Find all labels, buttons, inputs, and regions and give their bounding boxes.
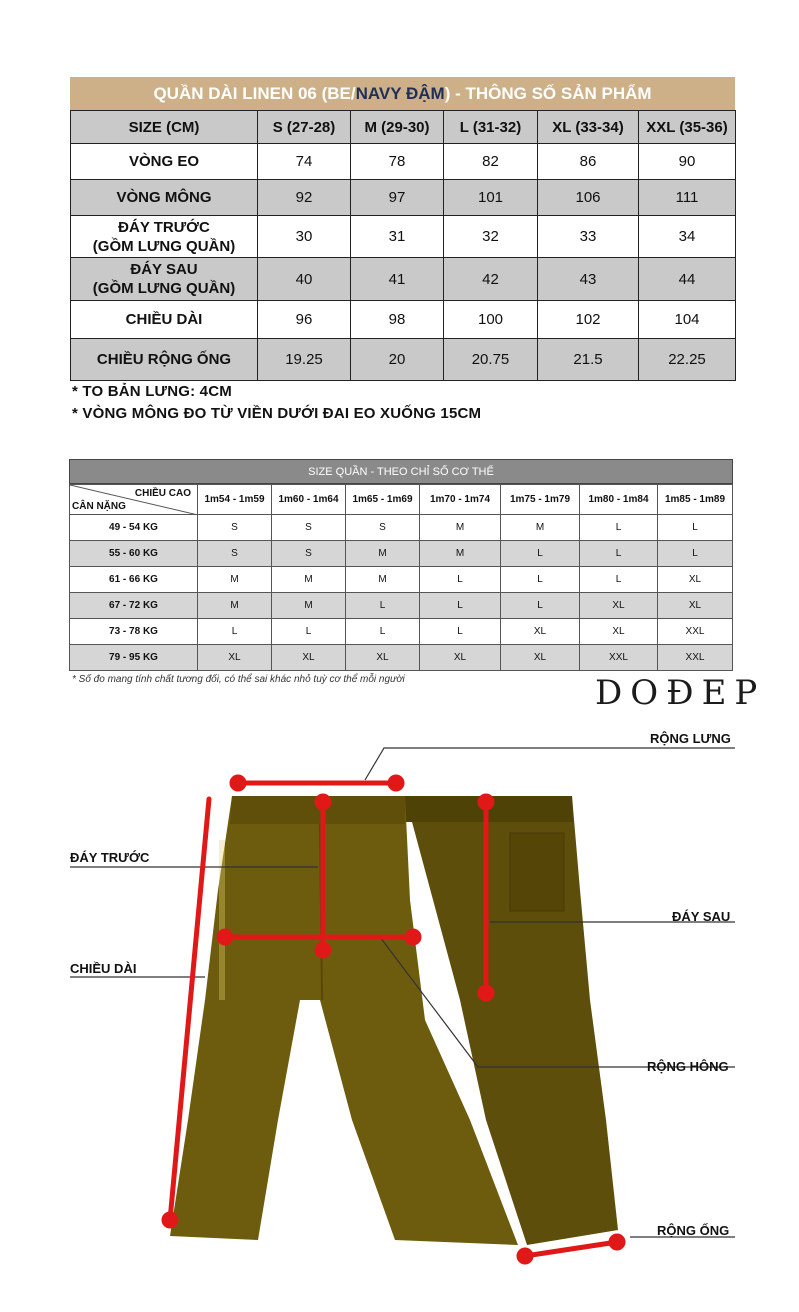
spec-row-label xyxy=(71,339,258,381)
label-day-sau: ĐÁY SAU xyxy=(672,909,731,924)
size-chart-height-cell: 1m70 - 1m74 xyxy=(420,485,501,515)
spec-cell: 41 xyxy=(351,258,444,301)
spec-table-title: QUẦN DÀI LINEN 06 (BE/NAVY ĐẬM) - THÔNG SỐ SẢN PHẨM xyxy=(70,77,735,110)
size-chart-cell: M xyxy=(346,541,420,567)
size-chart-cell: XL xyxy=(346,645,420,671)
size-chart-row xyxy=(70,567,733,593)
spec-row xyxy=(71,216,736,258)
corner-height-label: CHIỀU CAO xyxy=(134,488,191,499)
label-rong-hong: RỘNG HÔNG xyxy=(647,1059,729,1074)
size-chart-cell: L xyxy=(501,567,580,593)
size-chart-weight-cell: 73 - 78 KG xyxy=(70,619,198,645)
spec-row xyxy=(71,339,736,381)
spec-cell: 21.5 xyxy=(538,339,639,381)
size-chart-cell: S xyxy=(272,515,346,541)
size-chart-cell: S xyxy=(272,541,346,567)
spec-cell: 102 xyxy=(538,301,639,339)
spec-cell: 20 xyxy=(351,339,444,381)
spec-cell: 86 xyxy=(538,144,639,180)
spec-row-label xyxy=(71,258,258,301)
size-chart-cell: XL xyxy=(501,619,580,645)
size-chart-cell: M xyxy=(272,593,346,619)
size-chart-weight-cell: 49 - 54 KG xyxy=(70,515,198,541)
size-chart-weight-cell: 79 - 95 KG xyxy=(70,645,198,671)
size-chart-row xyxy=(70,593,733,619)
spec-cell: 96 xyxy=(258,301,351,339)
size-chart-row xyxy=(70,619,733,645)
spec-header-cell: XL (33-34) xyxy=(538,111,639,144)
spec-header-cell: S (27-28) xyxy=(258,111,351,144)
size-chart-height-cell: 1m60 - 1m64 xyxy=(272,485,346,515)
spec-cell: 98 xyxy=(351,301,444,339)
size-chart-cell: XL xyxy=(658,567,733,593)
label-rong-ong: RỘNG ỐNG xyxy=(657,1223,730,1238)
size-chart-cell: L xyxy=(420,619,501,645)
size-chart-cell: M xyxy=(420,515,501,541)
spec-header-row xyxy=(71,111,736,144)
disclaimer-text: * Số đo mang tính chất tương đối, có thể sai khác nhỏ tuỳ cơ thể mỗi người xyxy=(72,674,405,685)
size-chart-row xyxy=(70,541,733,567)
size-chart-height-cell: 1m54 - 1m59 xyxy=(198,485,272,515)
spec-row-label xyxy=(71,216,258,258)
spec-cell: 78 xyxy=(351,144,444,180)
spec-cell: 43 xyxy=(538,258,639,301)
size-chart-cell: M xyxy=(501,515,580,541)
spec-cell: 90 xyxy=(639,144,736,180)
spec-cell: 111 xyxy=(639,180,736,216)
spec-cell: 22.25 xyxy=(639,339,736,381)
size-chart-cell: S xyxy=(346,515,420,541)
size-chart-cell: XL xyxy=(272,645,346,671)
size-chart-cell: XXL xyxy=(658,645,733,671)
spec-cell: 32 xyxy=(444,216,538,258)
size-chart-cell: L xyxy=(346,593,420,619)
size-chart-row xyxy=(70,515,733,541)
size-chart-corner-cell xyxy=(70,485,198,515)
note-waistband: * TO BẢN LƯNG: 4CM xyxy=(72,383,232,400)
spec-row-label xyxy=(71,301,258,339)
spec-cell: 104 xyxy=(639,301,736,339)
spec-row-label-main: VÒNG MÔNG xyxy=(116,189,212,206)
spec-cell: 74 xyxy=(258,144,351,180)
size-chart-cell: L xyxy=(658,541,733,567)
size-chart-cell: M xyxy=(420,541,501,567)
size-chart-cell: M xyxy=(198,567,272,593)
size-chart-cell: XL xyxy=(501,645,580,671)
note-hip-measure: * VÒNG MÔNG ĐO TỪ VIỀN DƯỚI ĐAI EO XUỐNG 15CM xyxy=(72,405,482,422)
spec-cell: 19.25 xyxy=(258,339,351,381)
spec-row-label-main: CHIỀU RỘNG ỐNG xyxy=(96,351,232,368)
size-chart-cell: L xyxy=(272,619,346,645)
size-chart-cell: L xyxy=(501,541,580,567)
size-chart-cell: L xyxy=(580,541,658,567)
spec-cell: 20.75 xyxy=(444,339,538,381)
pants-measure-diagram xyxy=(0,700,799,1312)
spec-row-label-main: ĐÁY TRƯỚC xyxy=(118,218,210,236)
size-chart-cell: M xyxy=(346,567,420,593)
size-chart-cell: L xyxy=(580,515,658,541)
spec-cell: 82 xyxy=(444,144,538,180)
spec-header-cell: XXL (35-36) xyxy=(639,111,736,144)
size-chart-cell: XL xyxy=(580,593,658,619)
size-chart-cell: XXL xyxy=(580,645,658,671)
spec-cell: 44 xyxy=(639,258,736,301)
size-chart-height-cell: 1m65 - 1m69 xyxy=(346,485,420,515)
label-chieu-dai: CHIỀU DÀI xyxy=(70,961,137,976)
size-chart-cell: M xyxy=(272,567,346,593)
size-chart-cell: L xyxy=(420,593,501,619)
label-rong-lung: RỘNG LƯNG xyxy=(650,731,731,746)
size-chart-cell: L xyxy=(420,567,501,593)
spec-row xyxy=(71,258,736,301)
spec-row-label-main: ĐÁY SAU xyxy=(130,261,198,278)
size-chart-cell: S xyxy=(198,515,272,541)
spec-cell: 34 xyxy=(639,216,736,258)
size-chart-cell: M xyxy=(198,593,272,619)
size-chart-cell: S xyxy=(198,541,272,567)
size-chart-height-cell: 1m80 - 1m84 xyxy=(580,485,658,515)
spec-header-cell: L (31-32) xyxy=(444,111,538,144)
size-chart-cell: XL xyxy=(658,593,733,619)
spec-row-label xyxy=(71,180,258,216)
spec-cell: 101 xyxy=(444,180,538,216)
spec-table xyxy=(70,110,736,381)
size-chart-cell: XL xyxy=(420,645,501,671)
size-chart-height-cell: 1m85 - 1m89 xyxy=(658,485,733,515)
size-chart-cell: L xyxy=(658,515,733,541)
size-chart-row xyxy=(70,645,733,671)
size-chart-header-row xyxy=(70,485,733,515)
size-chart-weight-cell: 55 - 60 KG xyxy=(70,541,198,567)
size-chart-weight-cell: 67 - 72 KG xyxy=(70,593,198,619)
size-chart-title: SIZE QUẦN - THEO CHỈ SỐ CƠ THỂ xyxy=(69,459,733,484)
spec-cell: 31 xyxy=(351,216,444,258)
spec-cell: 42 xyxy=(444,258,538,301)
size-chart-cell: L xyxy=(198,619,272,645)
spec-header-cell: M (29-30) xyxy=(351,111,444,144)
spec-cell: 40 xyxy=(258,258,351,301)
spec-cell: 100 xyxy=(444,301,538,339)
spec-row-label xyxy=(71,144,258,180)
spec-row-label-sub: (GỒM LƯNG QUẦN) xyxy=(92,237,236,255)
spec-row xyxy=(71,144,736,180)
spec-row xyxy=(71,180,736,216)
spec-row-label-sub: (GỒM LƯNG QUẦN) xyxy=(92,280,236,297)
size-chart-height-cell: 1m75 - 1m79 xyxy=(501,485,580,515)
size-chart-cell: XL xyxy=(198,645,272,671)
spec-cell: 106 xyxy=(538,180,639,216)
corner-weight-label: CÂN NẶNG xyxy=(72,501,126,512)
size-chart-cell: XL xyxy=(580,619,658,645)
size-chart-cell: L xyxy=(346,619,420,645)
size-chart-weight-cell: 61 - 66 KG xyxy=(70,567,198,593)
spec-cell: 97 xyxy=(351,180,444,216)
spec-cell: 30 xyxy=(258,216,351,258)
spec-cell: 33 xyxy=(538,216,639,258)
spec-row xyxy=(71,301,736,339)
size-chart-cell: XXL xyxy=(658,619,733,645)
size-chart-cell: L xyxy=(580,567,658,593)
size-chart-cell: L xyxy=(501,593,580,619)
spec-cell: 92 xyxy=(258,180,351,216)
brand-logo: DOĐEP xyxy=(595,673,766,713)
size-chart-table xyxy=(69,484,733,671)
spec-header-cell: SIZE (CM) xyxy=(71,111,258,144)
spec-row-label-main: CHIỀU DÀI xyxy=(125,311,203,328)
spec-row-label-main: VÒNG EO xyxy=(128,153,199,170)
label-day-truoc: ĐÁY TRƯỚC xyxy=(70,850,150,865)
